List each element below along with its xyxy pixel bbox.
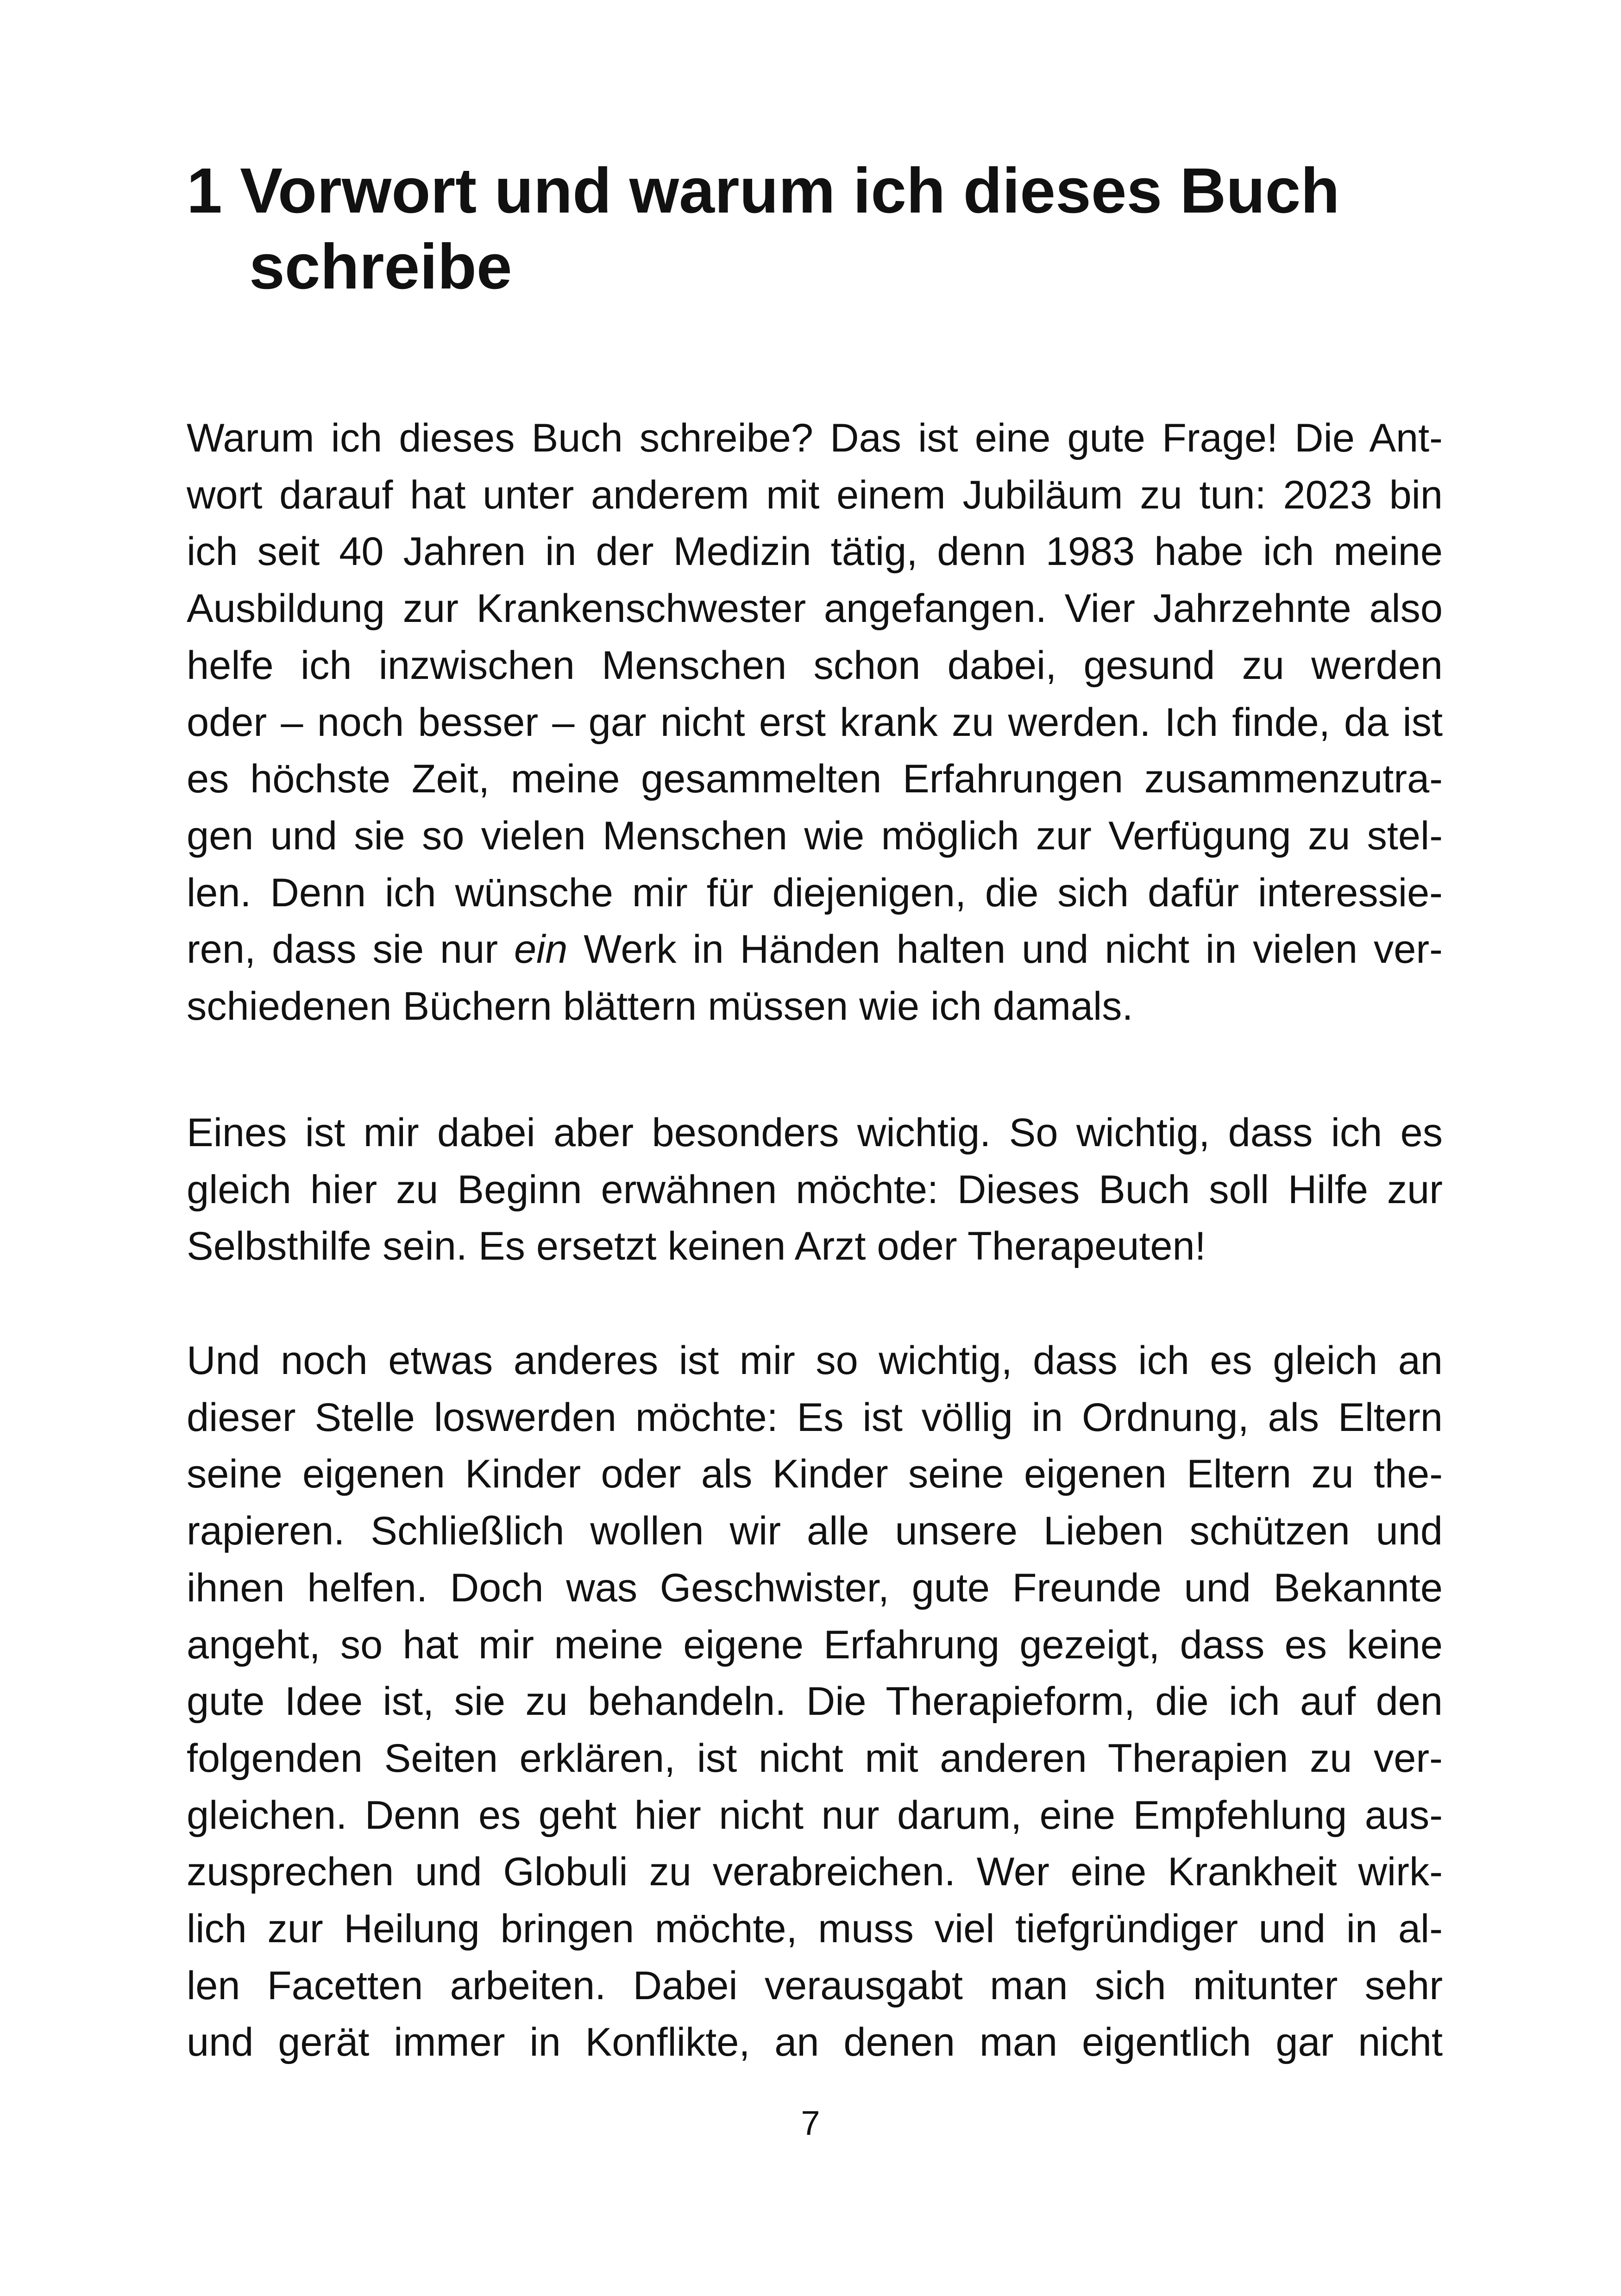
text-line: ich seit 40 Jahren in der Medizin tätig, denn 1983 habe ich meine [187,529,1443,574]
chapter-heading-line-2: schreibe [249,231,512,302]
text-line: Ausbildung zur Krankenschwester angefangen. Vier Jahrzehnte also [187,586,1443,631]
text-line: zusprechen und Globuli zu verabreichen. Wer eine Krankheit wirk- [187,1850,1443,1895]
page-number: 7 [801,2104,820,2142]
text-line: lich zur Heilung bringen möchte, muss viel tiefgründiger und in al- [187,1907,1443,1951]
text-segment: Werk in Händen halten und nicht in vielen ver- [567,927,1443,972]
text-line: len Facetten arbeiten. Dabei verausgabt man sich mitunter sehr [187,1963,1443,2008]
text-line: wort darauf hat unter anderem mit einem Jubiläum zu tun: 2023 bin [187,472,1443,517]
text-line: Eines ist mir dabei aber besonders wichtig. So wichtig, dass ich es [187,1110,1443,1155]
text-line: und gerät immer in Konflikte, an denen man eigentlich gar nicht [187,2020,1443,2065]
text-line: folgenden Seiten erklären, ist nicht mit anderen Therapien zu ver- [187,1736,1443,1781]
text-line: dieser Stelle loswerden möchte: Es ist völlig in Ordnung, als Eltern [187,1395,1443,1440]
paragraph-1 [187,410,1443,1035]
text-segment: ren, dass sie nur [187,927,514,972]
text-line: gen und sie so vielen Menschen wie möglich zur Verfügung zu stel- [187,813,1443,858]
emphasized-word: ein [514,927,568,972]
text-line: rapieren. Schließlich wollen wir alle unsere Lieben schützen und [187,1509,1443,1554]
text-line: Und noch etwas anderes ist mir so wichtig, dass ich es gleich an [187,1338,1443,1383]
text-line: ihnen helfen. Doch was Geschwister, gute Freunde und Bekannte [187,1565,1443,1610]
chapter-heading [187,153,1460,305]
text-line: gleich hier zu Beginn erwähnen möchte: Dieses Buch soll Hilfe zur [187,1167,1443,1212]
text-line: gute Idee ist, sie zu behandeln. Die Therapieform, die ich auf den [187,1679,1443,1724]
text-line: seine eigenen Kinder oder als Kinder seine eigenen Eltern zu the- [187,1452,1443,1497]
text-line-with-emphasis [187,921,1443,978]
paragraph-2 [187,1104,1443,1275]
text-line: schiedenen Büchern blättern müssen wie ich damals. [187,984,1133,1029]
text-line: oder – noch besser – gar nicht erst krank zu werden. Ich finde, da ist [187,700,1443,745]
text-line: gleichen. Denn es geht hier nicht nur darum, eine Empfehlung aus- [187,1793,1443,1838]
chapter-heading-line-1: 1 Vorwort und warum ich dieses Buch [187,155,1340,226]
text-line: es höchste Zeit, meine gesammelten Erfahrungen zusammenzutra- [187,757,1443,802]
paragraph-3 [187,1332,1443,2071]
text-line: angeht, so hat mir meine eigene Erfahrung gezeigt, dass es keine [187,1622,1443,1667]
text-line: len. Denn ich wünsche mir für diejenigen, die sich dafür interessie- [187,870,1443,915]
text-line: Warum ich dieses Buch schreibe? Das ist eine gute Frage! Die Ant- [187,416,1443,460]
text-line: helfe ich inzwischen Menschen schon dabei, gesund zu werden [187,643,1443,688]
text-line: Selbsthilfe sein. Es ersetzt keinen Arzt oder Therapeuten! [187,1224,1206,1269]
